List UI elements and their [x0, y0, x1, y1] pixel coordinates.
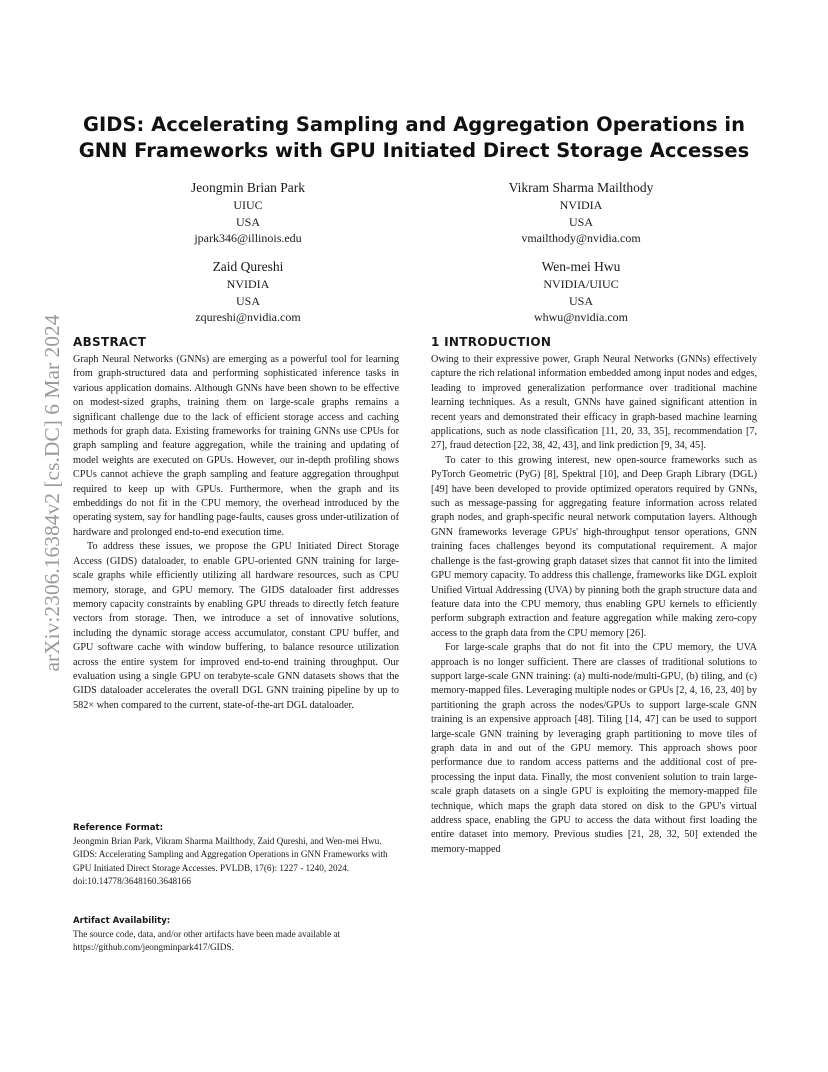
reference-format-doi: doi:10.14778/3648160.3648166	[73, 876, 191, 887]
arxiv-side-label: arXiv:2306.16384v2 [cs.DC] 6 Mar 2024	[40, 314, 64, 672]
title-line-1: GIDS: Accelerating Sampling and Aggregation Operations in	[83, 113, 745, 136]
author-country: USA	[568, 214, 593, 229]
author-block-3	[128, 257, 368, 326]
reference-format-section	[73, 822, 399, 889]
author-affiliation: NVIDIA	[226, 277, 270, 291]
author-affiliation: UIUC	[233, 198, 263, 212]
author-email: jpark346@illinois.edu	[194, 231, 302, 245]
author-name: Vikram Sharma Mailthody	[508, 180, 654, 195]
author-affiliation: NVIDIA	[559, 198, 603, 212]
introduction-paragraph-1: Owing to their expressive power, Graph Neural Networks (GNNs) effectively capture the rich relational information embedded among input nodes and edges, leading to improved generalization performance over traditional machine learning techniques. As a result, GNNs have gained significant attention in recent years and demonstrated their efficacy in graph-based machine learning applications, such as node classification [11, 20, 33, 35], recommendation [7, 27], fraud detection [22, 38, 42, 43], and link prediction [9, 34, 45].	[431, 354, 757, 452]
author-country: USA	[235, 293, 260, 308]
author-name: Zaid Qureshi	[212, 259, 284, 274]
author-block-1	[128, 178, 368, 247]
author-email: vmailthody@nvidia.com	[521, 231, 641, 245]
artifact-heading: Artifact Availability:	[73, 916, 171, 926]
author-email: whwu@nvidia.com	[533, 310, 629, 324]
abstract-paragraph-2: To address these issues, we propose the GPU Initiated Direct Storage Access (GIDS) dataloader, to enable GPU-oriented GNN training for large-scale graphs while efficiently utilizing all hardware resources, such as CPU memory, storage, and GPU memory. The GIDS dataloader first addresses memory capacity constraints by enabling GPU threads to directly fetch feature vectors from storage. Then, we introduce a set of innovative solutions, including the dynamic storage access accumulator, constant CPU buffer, and GPU software cache with window buffering, to balance resource utilization across the entire system for improved end-to-end training throughput. Our evaluation using a single GPU on terabyte-scale GNN datasets shows that the GIDS dataloader accelerates the overall DGL GNN training pipeline by up to 582× when compared to the current, state-of-the-art DGL dataloader.	[73, 541, 399, 711]
abstract-paragraph-1: Graph Neural Networks (GNNs) are emerging as a powerful tool for learning from graph-structured data and performing sophisticated inference tasks in various application domains. Although GNNs have been shown to be effective on modest-sized graphs, training them on large-scale graphs remains a significant challenge due to the lack of efficient storage access and caching methods for graph data. Existing frameworks for training GNNs use CPUs for graph sampling and feature aggregation, while the training and updating of model weights are executed on GPUs. However, our in-depth profiling shows CPUs cannot achieve the graph sampling and feature aggregation throughput required to keep up with GPUs. Furthermore, when the graph and its embeddings do not fit in the CPU memory, the overhead introduced by the operating system, say for handling page-faults, causes gross under-utilization of hardware and prolonged end-to-end execution time.	[73, 354, 399, 538]
introduction-paragraph-2: To cater to this growing interest, new open-source frameworks such as PyTorch Geometric (PyG) [8], Spektral [10], and Deep Graph Library (DGL) [49] have been developed to provide optimized operators required by GNNs, such as message-passing for aggregating feature information across related graph nodes, and graph-specific neural network computation layers. Although GNN frameworks leverage GPUs' high-throughput tensor operations, GNN training faces challenges beyond its computational requirement. A major challenge is the fast-growing graph dataset sizes that cannot fit into the limited GPU memory capacity. To address this challenge, frameworks like DGL exploit Unified Virtual Addressing (UVA) by pinning both the graph structure data and feature data into the CPU memory, thus enabling GPU kernels to efficiently perform subgraph extraction and feature aggregation while making zero-copy access to the graph data from the CPU memory [26].	[431, 454, 757, 639]
author-name: Jeongmin Brian Park	[191, 180, 305, 195]
author-affiliation: NVIDIA/UIUC	[543, 277, 619, 291]
introduction-heading: 1 INTRODUCTION	[431, 335, 552, 349]
introduction-section	[431, 334, 757, 857]
abstract-heading: ABSTRACT	[73, 335, 147, 349]
title-line-2: GNN Frameworks with GPU Initiated Direct Storage Accesses	[78, 139, 750, 162]
artifact-text: The source code, data, and/or other artifacts have been made available at https://github.com/jeongminpark417/GIDS.	[73, 929, 341, 953]
author-block-4	[461, 257, 701, 326]
reference-format-text: Jeongmin Brian Park, Vikram Sharma Mailthody, Zaid Qureshi, and Wen-mei Hwu. GIDS: Accelerating Sampling and Aggregation Operations in GNN Frameworks with GPU Initiated Direct Storage Accesses. PVLDB, 17(6): 1227 - 1240, 2024.	[73, 836, 388, 873]
author-country: USA	[568, 293, 593, 308]
author-name: Wen-mei Hwu	[541, 259, 621, 274]
introduction-paragraph-3: For large-scale graphs that do not fit into the CPU memory, the UVA approach is no longer sufficient. There are classes of traditional solutions to support large-scale GNN training: (a) multi-node/multi-GPU, (b) tiling, and (c) memory-mapped files. Leveraging multiple nodes or GPUs [2, 4, 16, 23, 40] by partitioning the graph across the nodes/GPUs to support large-scale GNN training is an expensive approach [48]. Tiling [14, 47] can be used to support large-scale GNN training by leveraging graph partitioning to move tiles of graph data in and out of the GPU memory. This approach shows poor performance due to random access patterns and the additional cost of pre-processing the input data. Finally, the most convenient solution to train large-scale graph datasets on a single GPU is exploiting the memory-mapped file technique, which maps the graph data stored on disk to the GPU's virtual address space, enabling the GPU to access the data without first loading the entire dataset into memory. Previous studies [21, 28, 32, 50] extended the memory-mapped	[431, 642, 757, 855]
author-block-2	[461, 178, 701, 247]
author-email: zqureshi@nvidia.com	[195, 310, 301, 324]
paper-title	[60, 112, 768, 164]
artifact-section	[73, 915, 399, 955]
reference-format-heading: Reference Format:	[73, 823, 164, 833]
author-country: USA	[235, 214, 260, 229]
abstract-section	[73, 334, 399, 713]
